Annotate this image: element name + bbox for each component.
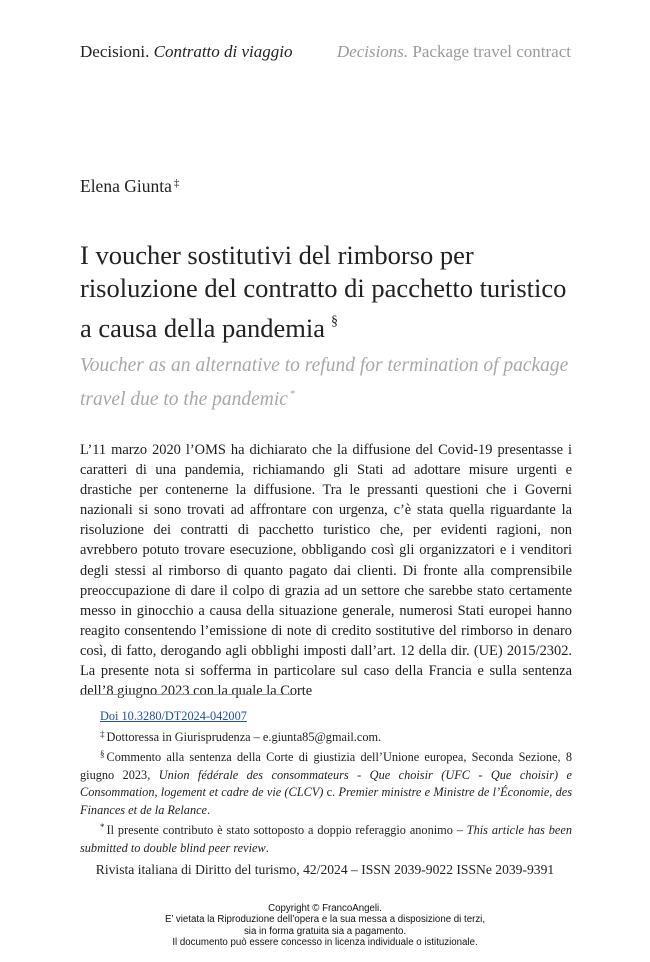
copyright-line-1: Copyright © FrancoAngeli. (268, 903, 382, 914)
copyright-line-4: Il documento può essere concesso in licenza individuale o istituzionale. (172, 936, 478, 948)
header-section-label-english: Decisions. (336, 42, 409, 61)
footnote-mark-double-dagger: ‡ (100, 728, 105, 739)
body-paragraph: L’11 marzo 2020 l’OMS ha dichiarato che la diffusione del Covid-19 presentasse i caratteri di una pandemia, richiamando gli Stati ad adottare misure urgenti e drastiche per contenerne la diffusione. Tra le pressanti questioni che i Governi nazionali si sono trovati ad affrontare con urgenza, c’è stata quella riguardante la risoluzione dei contratti di pacchetto turistico che, per evidenti ragioni, non avrebbero potuto trovare esecuzione, obbligando così gli organizzatori e i venditori degli stessi al rimborso di quanto pagato dai clienti. Di fronte alla comprensibile preoccupazione di dare il colpo di grazia ad un settore che sarebbe stato certamente messo in ginocchio a causa della situazione generale, numerosi Stati europei hanno reagito consentendo l’emissione di note di credito sostitutive del rimborso in denaro così, di fatto, derogando agli obblighi imposti dall’art. 12 della dir. (UE) 2015/2302. La presente nota si sofferma in particolare sul caso della Francia e sulla sentenza dell’8 giugno 2023 con la quale la Corte (80, 442, 572, 700)
subtitle-footnote-mark: * (289, 388, 296, 400)
article-subtitle-text: Voucher as an alternative to refund for termination of package travel due to the pandemic (80, 355, 569, 410)
author-footnote-mark: ‡ (173, 177, 180, 189)
copyright-line-3: sia in forma gratuita sia a pagamento. (243, 925, 407, 937)
footnote-case (80, 746, 572, 819)
header-topic-english: Package travel contract (412, 42, 571, 61)
footnote-divider (80, 694, 292, 695)
article-subtitle-english (80, 352, 580, 414)
doi-line (80, 708, 572, 726)
footnote-review-end: . (265, 840, 269, 855)
author-line (80, 176, 179, 197)
footnote-case-parties-b: Premier ministre e Ministre de l’Économie, des Finances et de la Relance (80, 785, 573, 817)
journal-citation: Rivista italiana di Diritto del turismo, 42/2024 – ISSN 2039-9022 ISSNe 2039-9391 (95, 862, 555, 877)
footnote-mark-section: § (100, 749, 105, 759)
running-header-italian (80, 42, 293, 62)
title-footnote-mark: § (331, 314, 338, 329)
footnote-case-text-b: c. (326, 785, 336, 799)
footnote-review-english: This article has been submitted to double blind peer review (80, 823, 573, 855)
copyright-notice (0, 903, 650, 948)
copyright-line-2: E’ vietata la Riproduzione dell’opera e la sua messa a disposizione di terzi, (164, 914, 486, 926)
header-topic-italian: Contratto di viaggio (153, 42, 293, 61)
doi-link[interactable]: Doi 10.3280/DT2024-042007 (100, 709, 247, 723)
author-name: Elena Giunta (80, 176, 172, 196)
footnote-author-text: Dottoressa in Giurisprudenza – e.giunta85@gmail.com. (106, 729, 382, 744)
header-section-label: Decisioni. (80, 42, 150, 61)
article-title-text: I voucher sostitutivi del rimborso per risoluzione del contratto di pacchetto turistico a causa della pandemia (80, 240, 567, 343)
footnotes (80, 708, 572, 857)
footnote-case-end: . (207, 802, 211, 817)
footnote-case-parties-a: Union fédérale des consommateurs - Que choisir (UFC - Que choisir) e Consommation, logement et cadre de vie (CLCV) (80, 767, 573, 799)
footnote-review (80, 819, 572, 857)
footnote-author (80, 726, 572, 747)
footnote-case-text-a: Commento alla sentenza della Corte di giustizia dell’Unione europea, Seconda Sezione, 8 giugno 2023, (80, 750, 572, 782)
article-title (80, 239, 580, 345)
footnote-review-text: Il presente contributo è stato sottoposto a doppio referaggio anonimo – (106, 823, 463, 837)
footnote-mark-asterisk: * (100, 822, 105, 832)
running-header-english (337, 42, 571, 62)
